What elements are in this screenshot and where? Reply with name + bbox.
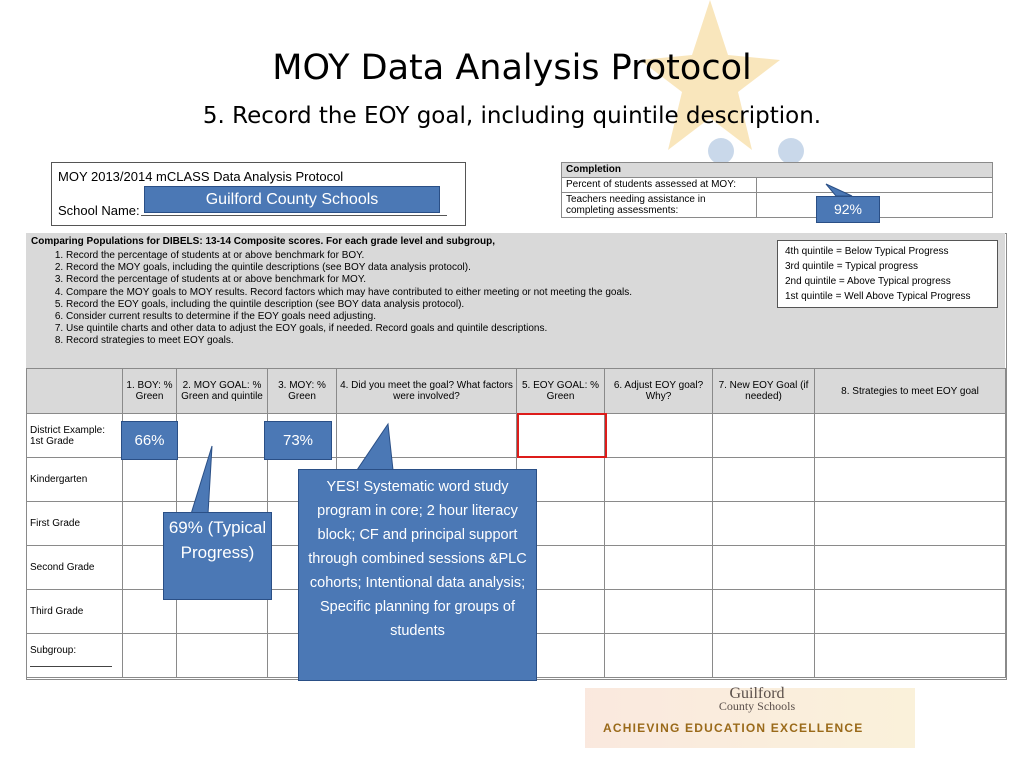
eoy-goal-highlight <box>517 413 607 458</box>
table-cell[interactable] <box>177 414 268 458</box>
guilford-logo <box>702 685 812 713</box>
table-cell[interactable] <box>815 590 1006 634</box>
instructions-heading: Comparing Populations for DIBELS: 13-14 Composite scores. For each grade level and subgroup, <box>31 236 495 247</box>
instruction-item: 6. Consider current results to determine if the EOY goals need adjusting. <box>66 311 632 323</box>
col-header-moy-goal: 2. MOY GOAL: % Green and quintile <box>177 369 268 414</box>
instruction-item: 8. Record strategies to meet EOY goals. <box>66 335 632 347</box>
instruction-item: 3. Record the percentage of students at or above benchmark for MOY. <box>66 274 632 286</box>
legend-item: 3rd quintile = Typical progress <box>785 261 918 272</box>
table-cell[interactable] <box>713 502 815 546</box>
col-header-grade <box>27 369 123 414</box>
school-name-line <box>141 215 447 216</box>
row-label: District Example: 1st Grade <box>27 414 123 458</box>
table-cell[interactable] <box>337 414 517 458</box>
table-cell[interactable] <box>713 458 815 502</box>
col-header-new-goal: 7. New EOY Goal (if needed) <box>713 369 815 414</box>
row-label <box>27 634 123 678</box>
percent-92-callout: 92% <box>816 196 880 223</box>
table-cell[interactable] <box>123 458 177 502</box>
col-header-eoy-goal: 5. EOY GOAL: % Green <box>517 369 605 414</box>
table-cell[interactable] <box>605 502 713 546</box>
table-cell[interactable] <box>123 634 177 678</box>
school-name-callout: Guilford County Schools <box>144 186 440 213</box>
instruction-item: 1. Record the percentage of students at or above benchmark for BOY. <box>66 250 632 262</box>
protocol-heading: MOY 2013/2014 mCLASS Data Analysis Protocol <box>58 169 344 184</box>
instruction-item: 7. Use quintile charts and other data to adjust the EOY goals, if needed. Record goals and quintile descriptions. <box>66 323 632 335</box>
footer-tagline: ACHIEVING EDUCATION EXCELLENCE <box>603 721 864 735</box>
col-header-strategies: 8. Strategies to meet EOY goal <box>815 369 1006 414</box>
table-cell[interactable] <box>815 414 1006 458</box>
table-cell[interactable] <box>815 502 1006 546</box>
row-label: Kindergarten <box>27 458 123 502</box>
table-cell[interactable] <box>605 414 713 458</box>
teachers-assistance-label: Teachers needing assistance in completing assessments: <box>562 193 757 218</box>
subgroup-label: Subgroup: <box>30 644 77 656</box>
subgroup-blank-line <box>30 666 112 667</box>
table-cell[interactable] <box>713 634 815 678</box>
table-cell[interactable] <box>815 546 1006 590</box>
table-cell[interactable] <box>605 590 713 634</box>
moy-73-callout: 73% <box>264 421 332 460</box>
table-cell[interactable] <box>713 546 815 590</box>
col-header-factors: 4. Did you meet the goal? What factors were involved? <box>337 369 517 414</box>
instruction-item: 4. Compare the MOY goals to MOY results. Record factors which may have contributed to either meeting or not meeting the goals. <box>66 287 632 299</box>
table-cell[interactable] <box>605 634 713 678</box>
boy-66-callout: 66% <box>121 421 178 460</box>
table-cell[interactable] <box>815 458 1006 502</box>
legend-item: 4th quintile = Below Typical Progress <box>785 246 949 257</box>
completion-header: Completion <box>562 163 993 178</box>
school-name-label: School Name: <box>58 203 140 218</box>
quintile-legend <box>777 240 998 308</box>
row-label: Second Grade <box>27 546 123 590</box>
table-cell[interactable] <box>713 590 815 634</box>
slide-subtitle: 5. Record the EOY goal, including quintile description. <box>202 103 822 129</box>
instruction-item: 5. Record the EOY goals, including the quintile description (see BOY data analysis protocol). <box>66 299 632 311</box>
table-cell[interactable] <box>713 414 815 458</box>
table-cell[interactable] <box>815 634 1006 678</box>
factors-callout: YES! Systematic word study program in core; 2 hour literacy block; CF and principal support through combined sessions &PLC cohorts; Intentional data analysis; Specific planning for groups of students <box>298 469 537 681</box>
logo-line1: Guilford <box>729 685 785 702</box>
col-header-boy: 1. BOY: % Green <box>123 369 177 414</box>
row-label: Third Grade <box>27 590 123 634</box>
col-header-moy: 3. MOY: % Green <box>268 369 337 414</box>
table-cell[interactable] <box>605 546 713 590</box>
legend-item: 1st quintile = Well Above Typical Progress <box>785 291 971 302</box>
instruction-item: 2. Record the MOY goals, including the quintile descriptions (see BOY data analysis protocol). <box>66 262 632 274</box>
table-cell[interactable] <box>605 458 713 502</box>
moy-goal-callout: 69% (Typical Progress) <box>163 512 272 600</box>
legend-item: 2nd quintile = Above Typical progress <box>785 276 951 287</box>
col-header-adjust: 6. Adjust EOY goal? Why? <box>605 369 713 414</box>
completion-table <box>561 162 993 218</box>
percent-assessed-label: Percent of students assessed at MOY: <box>562 178 757 193</box>
logo-line2: County Schools <box>718 699 796 713</box>
slide-title: MOY Data Analysis Protocol <box>272 48 752 88</box>
table-cell[interactable] <box>177 634 268 678</box>
instructions-list <box>34 250 632 348</box>
percent-assessed-value <box>757 178 993 193</box>
row-label: First Grade <box>27 502 123 546</box>
table-cell[interactable] <box>177 458 268 502</box>
